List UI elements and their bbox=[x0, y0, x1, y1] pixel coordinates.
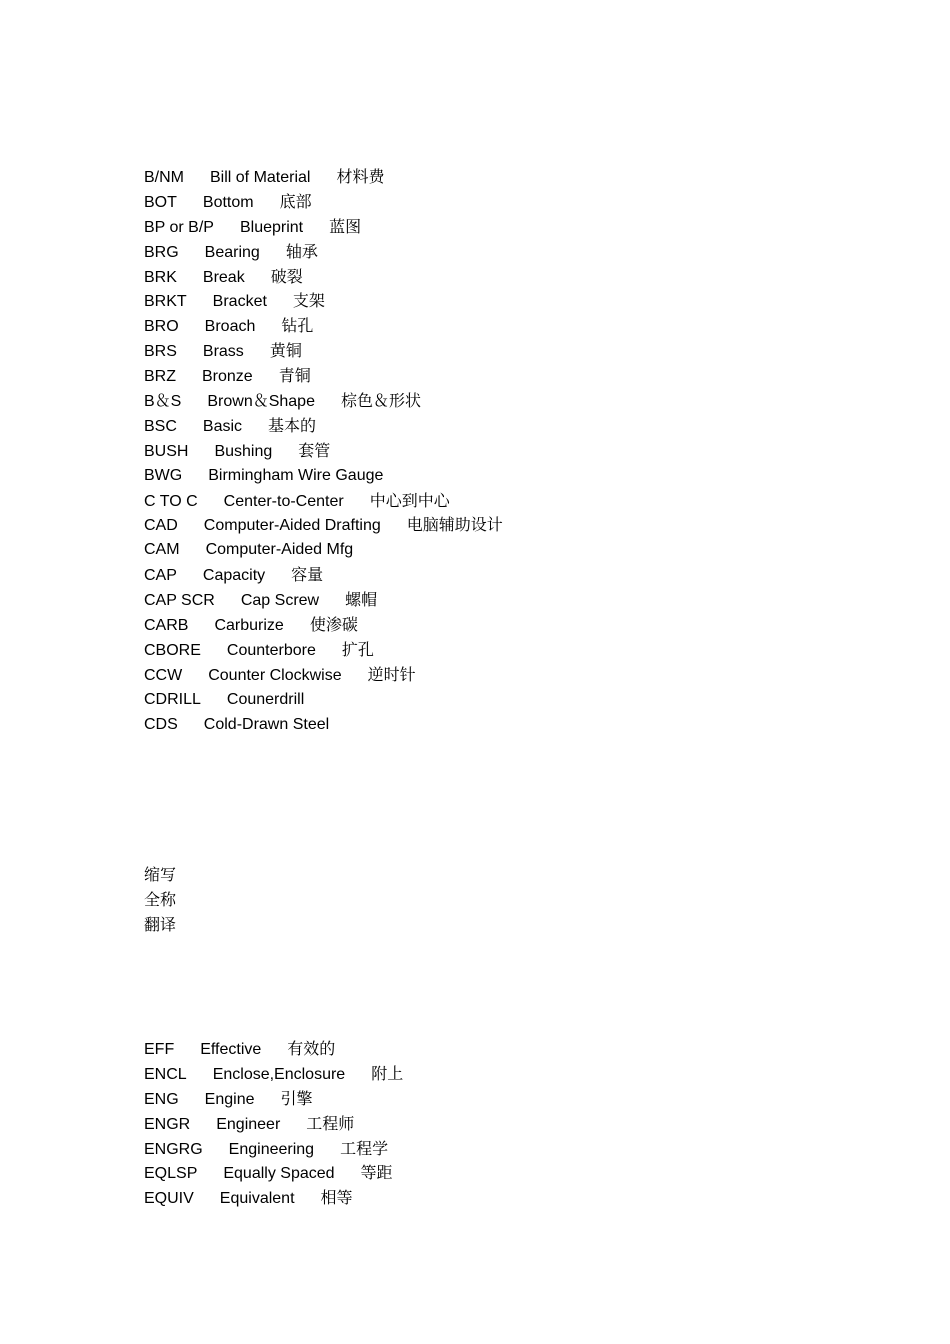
abbreviation-term: BRO bbox=[144, 318, 179, 336]
abbreviation-full-name: Bushing bbox=[214, 442, 273, 460]
abbreviation-term: BRZ bbox=[144, 368, 176, 386]
abbreviation-full-name: Enclose,Enclosure bbox=[212, 1065, 346, 1083]
abbreviation-full-name: Bill of Material bbox=[210, 169, 311, 186]
abbreviation-term: BSC bbox=[144, 417, 177, 435]
abbreviation-full-name: Effective bbox=[200, 1041, 262, 1058]
abbreviation-row bbox=[144, 1137, 403, 1162]
abbreviation-full-name: Engineering bbox=[228, 1140, 315, 1158]
abbreviation-full-name: Engine bbox=[204, 1090, 255, 1108]
abbreviation-term: C TO C bbox=[144, 492, 198, 510]
abbreviation-full-name: Engineer bbox=[216, 1115, 281, 1133]
abbreviation-full-name: Blueprint bbox=[239, 218, 304, 236]
abbreviation-translation: 引擎 bbox=[280, 1088, 313, 1108]
abbreviation-row bbox=[144, 563, 503, 588]
abbreviation-full-name: Birmingham Wire Gauge bbox=[208, 466, 384, 484]
abbreviation-full-name: Computer-Aided Mfg bbox=[205, 541, 354, 559]
abbreviation-translation: 扩孔 bbox=[341, 639, 374, 659]
abbreviation-row bbox=[144, 713, 503, 738]
abbreviation-row bbox=[144, 439, 503, 464]
abbreviation-row bbox=[144, 339, 503, 364]
abbreviation-row bbox=[144, 240, 503, 265]
abbreviation-row bbox=[144, 538, 503, 563]
abbreviation-full-name: Bracket bbox=[212, 293, 267, 311]
abbreviation-full-name: Counter Clockwise bbox=[208, 666, 342, 684]
abbreviation-translation: 青铜 bbox=[278, 366, 311, 386]
abbreviation-translation: 支架 bbox=[292, 291, 325, 311]
abbreviation-translation: 容量 bbox=[291, 565, 324, 585]
abbreviation-row bbox=[144, 1186, 403, 1211]
abbreviation-translation: 工程师 bbox=[306, 1113, 355, 1133]
abbreviation-full-name: Equally Spaced bbox=[223, 1165, 335, 1183]
abbreviation-term: BRK bbox=[144, 268, 177, 286]
abbreviation-full-name: Brass bbox=[202, 343, 244, 361]
abbreviation-translation: 套管 bbox=[298, 440, 331, 460]
abbreviation-full-name: Cold-Drawn Steel bbox=[203, 715, 330, 733]
abbreviation-term: EFF bbox=[144, 1041, 175, 1058]
abbreviation-term: B＆S bbox=[144, 393, 182, 411]
abbreviation-row bbox=[144, 1037, 403, 1062]
abbreviation-translation: 电脑辅助设计 bbox=[406, 515, 503, 535]
abbreviation-full-name: Equivalent bbox=[219, 1190, 295, 1208]
abbreviation-row bbox=[144, 289, 503, 314]
abbreviation-row bbox=[144, 389, 503, 414]
abbreviation-full-name: Bottom bbox=[202, 193, 254, 211]
abbreviation-term: B/NM bbox=[144, 169, 184, 186]
abbreviation-row bbox=[144, 215, 503, 240]
abbreviation-row bbox=[144, 1087, 403, 1112]
abbreviation-full-name: Broach bbox=[204, 318, 256, 336]
abbreviation-translation: 基本的 bbox=[268, 415, 317, 435]
abbreviation-full-name: Counterbore bbox=[226, 641, 316, 659]
abbreviation-translation: 附上 bbox=[371, 1063, 404, 1083]
abbreviation-translation: 有效的 bbox=[287, 1039, 336, 1058]
abbreviation-list-b bbox=[144, 165, 503, 737]
abbreviation-full-name: Bronze bbox=[202, 368, 253, 386]
abbreviation-term: CCW bbox=[144, 666, 183, 684]
abbreviation-term: CAM bbox=[144, 541, 180, 559]
abbreviation-list-e bbox=[144, 1037, 403, 1211]
abbreviation-row bbox=[144, 314, 503, 339]
abbreviation-full-name: Carburize bbox=[214, 617, 284, 635]
abbreviation-term: CDS bbox=[144, 715, 178, 733]
abbreviation-term: BWG bbox=[144, 466, 183, 484]
abbreviation-term: BRKT bbox=[144, 293, 187, 311]
abbreviation-term: BUSH bbox=[144, 442, 189, 460]
abbreviation-full-name: Counerdrill bbox=[226, 690, 305, 708]
abbreviation-row bbox=[144, 364, 503, 389]
abbreviation-row bbox=[144, 613, 503, 638]
abbreviation-row bbox=[144, 1161, 403, 1186]
abbreviation-term: CAD bbox=[144, 517, 178, 535]
abbreviation-term: CBORE bbox=[144, 641, 201, 659]
abbreviation-translation: 棕色＆形状 bbox=[340, 391, 421, 411]
abbreviation-translation: 螺帽 bbox=[345, 590, 378, 610]
abbreviation-row bbox=[144, 414, 503, 439]
abbreviation-full-name: Bearing bbox=[204, 243, 260, 261]
label-full-name: 全称 bbox=[144, 890, 177, 909]
abbreviation-translation: 轴承 bbox=[285, 241, 318, 261]
abbreviation-term: CAP bbox=[144, 567, 177, 585]
abbreviation-term: BRS bbox=[144, 343, 177, 361]
abbreviation-row bbox=[144, 464, 503, 489]
abbreviation-translation: 工程学 bbox=[340, 1138, 389, 1158]
abbreviation-term: EQLSP bbox=[144, 1165, 198, 1183]
abbreviation-full-name: Center-to-Center bbox=[223, 492, 344, 510]
abbreviation-full-name: Cap Screw bbox=[240, 592, 320, 610]
abbreviation-term: CDRILL bbox=[144, 690, 201, 708]
abbreviation-term: BRG bbox=[144, 243, 179, 261]
abbreviation-term: EQUIV bbox=[144, 1190, 194, 1208]
abbreviation-translation: 相等 bbox=[320, 1188, 353, 1208]
abbreviation-row bbox=[144, 513, 503, 538]
label-translation: 翻译 bbox=[144, 915, 177, 934]
abbreviation-row bbox=[144, 663, 503, 688]
abbreviation-translation: 破裂 bbox=[270, 266, 303, 286]
abbreviation-translation: 蓝图 bbox=[329, 216, 362, 236]
abbreviation-translation: 材料费 bbox=[336, 167, 385, 186]
abbreviation-full-name: Brown＆Shape bbox=[207, 393, 315, 411]
abbreviation-full-name: Capacity bbox=[202, 567, 266, 585]
abbreviation-translation: 钻孔 bbox=[281, 316, 314, 336]
abbreviation-row bbox=[144, 190, 503, 215]
abbreviation-term: ENCL bbox=[144, 1065, 187, 1083]
abbreviation-term: ENGR bbox=[144, 1115, 191, 1133]
abbreviation-translation: 底部 bbox=[279, 191, 312, 211]
abbreviation-full-name: Computer-Aided Drafting bbox=[203, 517, 381, 535]
abbreviation-row bbox=[144, 165, 503, 190]
abbreviation-translation: 中心到中心 bbox=[369, 490, 450, 510]
abbreviation-row bbox=[144, 688, 503, 713]
abbreviation-translation: 等距 bbox=[360, 1163, 393, 1183]
abbreviation-term: ENG bbox=[144, 1090, 179, 1108]
abbreviation-term: BP or B/P bbox=[144, 218, 214, 236]
abbreviation-term: CAP SCR bbox=[144, 592, 215, 610]
abbreviation-term: ENGRG bbox=[144, 1140, 203, 1158]
abbreviation-term: BOT bbox=[144, 193, 177, 211]
label-abbreviation: 缩写 bbox=[144, 865, 177, 884]
abbreviation-full-name: Break bbox=[202, 268, 245, 286]
abbreviation-row bbox=[144, 588, 503, 613]
abbreviation-full-name: Basic bbox=[202, 417, 243, 435]
abbreviation-row bbox=[144, 638, 503, 663]
abbreviation-row bbox=[144, 1112, 403, 1137]
abbreviation-translation: 逆时针 bbox=[367, 664, 416, 684]
abbreviation-row bbox=[144, 489, 503, 514]
abbreviation-row bbox=[144, 1062, 403, 1087]
abbreviation-row bbox=[144, 265, 503, 290]
column-labels bbox=[144, 862, 176, 937]
abbreviation-translation: 黄铜 bbox=[269, 341, 302, 361]
abbreviation-translation: 使渗碳 bbox=[309, 615, 358, 635]
abbreviation-term: CARB bbox=[144, 617, 189, 635]
